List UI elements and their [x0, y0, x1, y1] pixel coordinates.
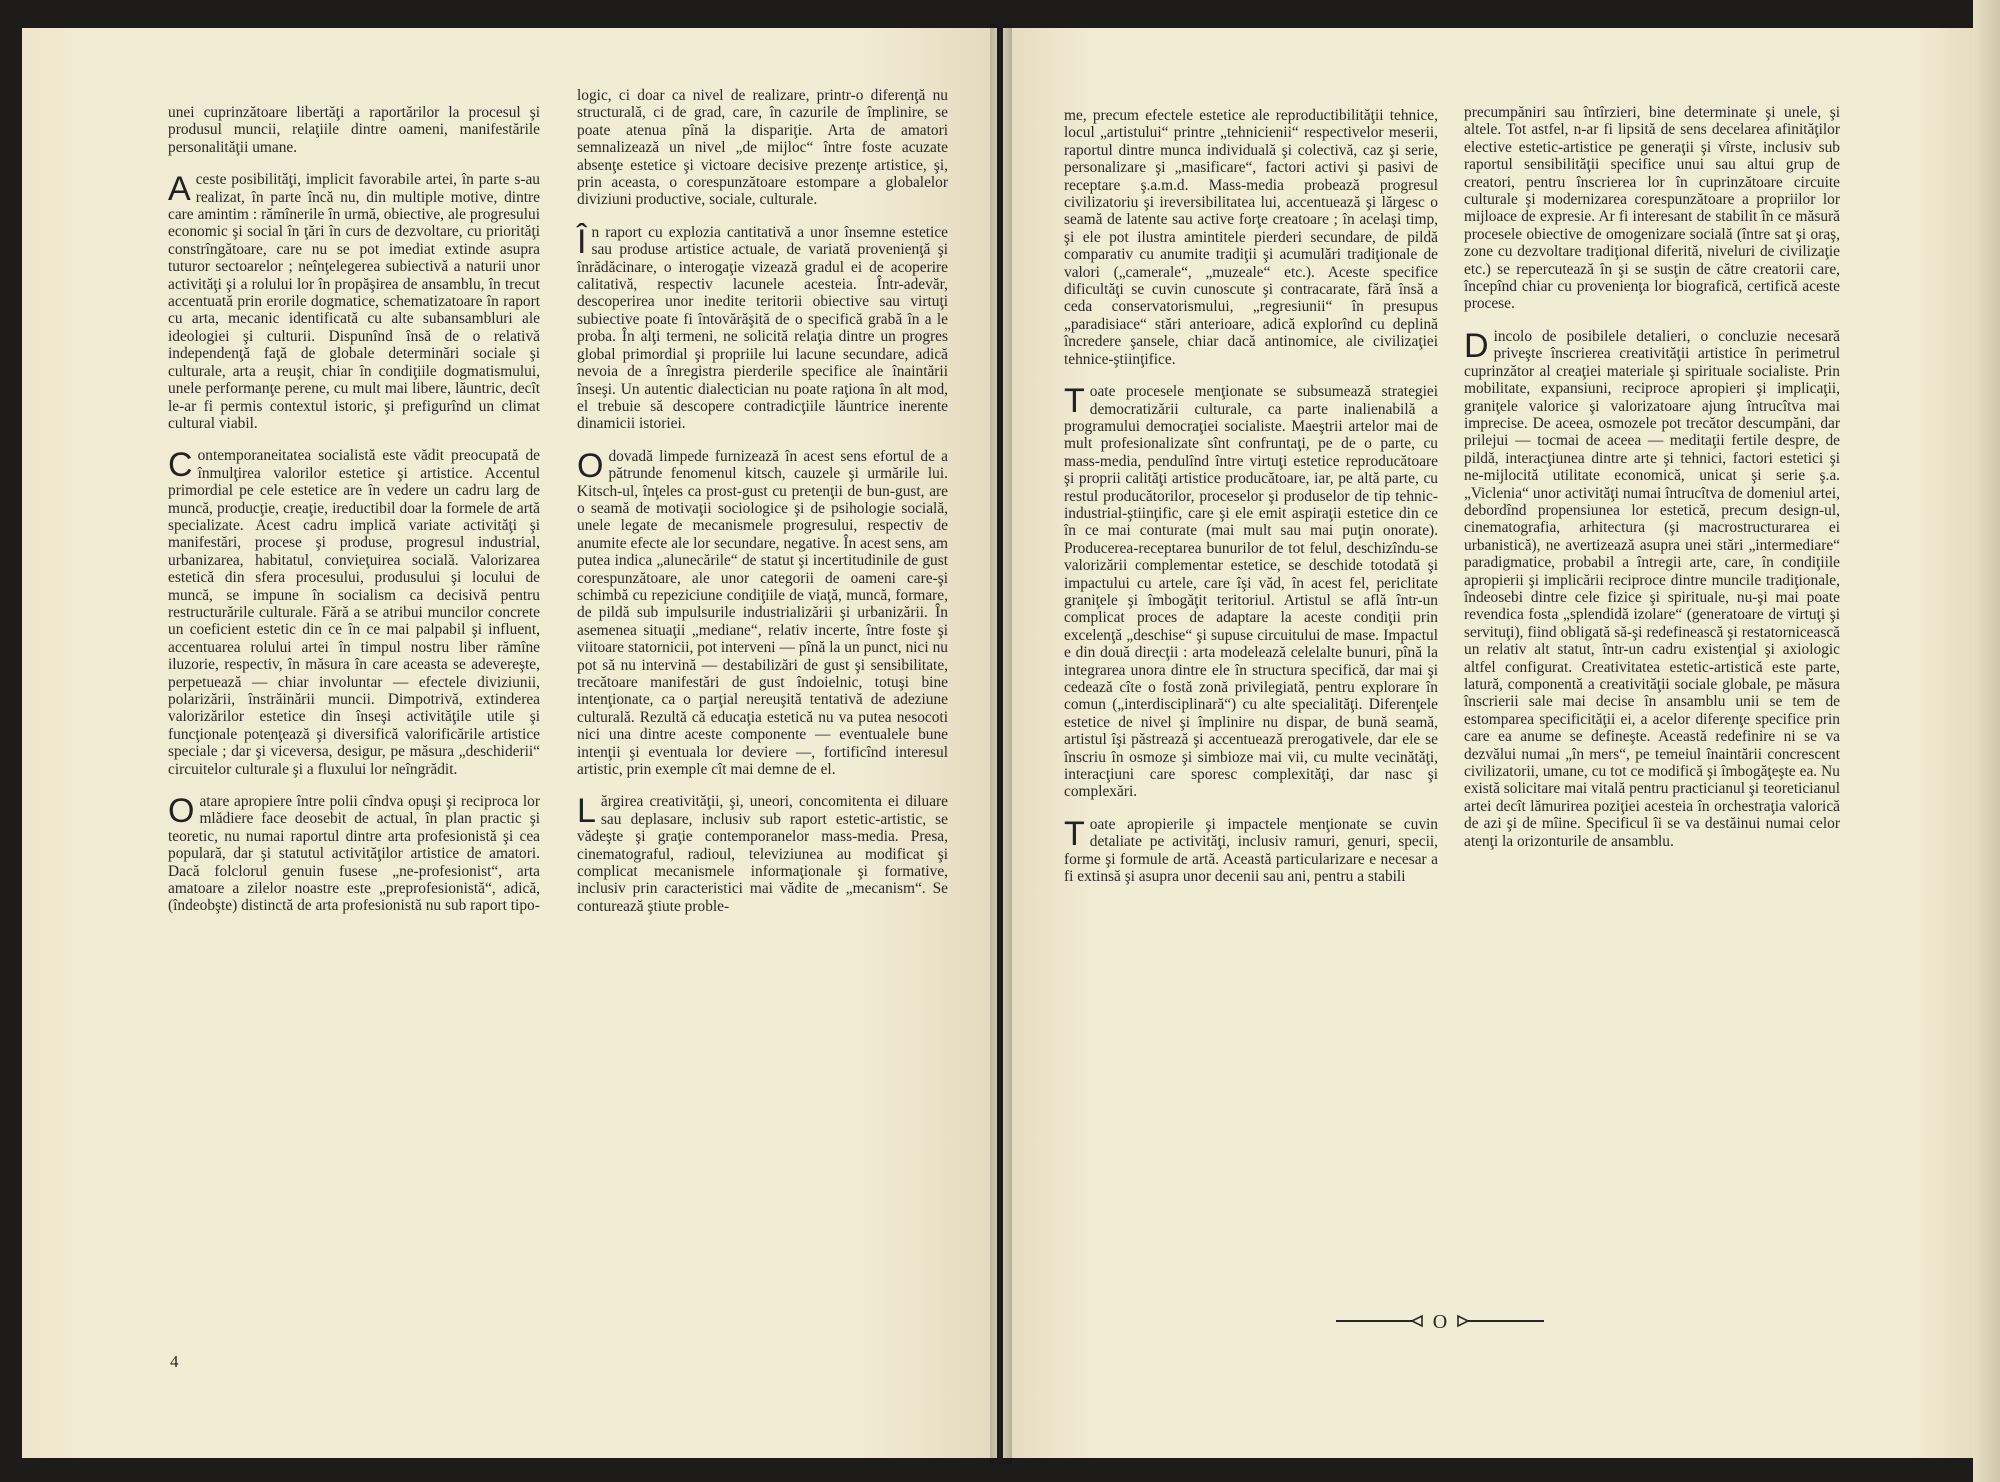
paragraph — [168, 793, 540, 915]
ornament-letter: O — [1432, 1311, 1448, 1333]
page-number: 4 — [170, 1352, 179, 1371]
paragraph-text: atare apropiere între polii cîndva opuşi şi reciproca lor mlădiere face deosebit de actual, în plan practic şi teoretic, nu numai raportul dintre arta profesionistă şi cea populară, dar şi statutul activităţilor artistice de amatori. Dacă folclorul genuin fusese „ne-profesionist“, arta amatoare a zilelor noastre este „preprofesionistă“, adică, (îndeobşte) distinctă de arta profesionistă nu sub raport tipo- — [168, 793, 540, 915]
paragraph — [168, 104, 540, 156]
drop-cap: O — [168, 792, 195, 831]
drop-cap: L — [577, 792, 596, 831]
book-spine — [990, 24, 1012, 1464]
drop-cap: T — [1064, 382, 1085, 421]
drop-cap: O — [577, 446, 604, 485]
paragraph-text: me, precum efectele estetice ale reproductibilităţii tehnice, locul „artistului“ printre „tehnicienii“ respectivelor meserii, raportul dintre munca individuală şi colectivă, caz şi serie, personalizare şi „masificare“, factori activi şi pasivi de receptare ş.a.m.d. Mass-media probează progresul civilizatoriu şi ireversibilitatea lui, accentuează şi lărgesc o seamă de latente sau active forţe creatoare ; în acelaşi timp, şi ele pot ilustra amintitele pierderi secundare, de pildă comparativ cu anumite tradiţii şi acumulări tradiţionale de valori („camerale“, „muzeale“ etc.). Aceste specifice dificultăţi se cuvin cunoscute şi contracarate, fără însă a ceda conservatorismului, „regresiunii“ în presupus „paradisiace“ stări anterioare, adică explorînd cu deplină încredere şansele, chiar dacă antinomice, ale civilizaţiei tehnice-ştiinţifice. — [1064, 107, 1438, 368]
paragraph — [1064, 107, 1438, 368]
drop-cap: D — [1464, 326, 1489, 365]
drop-cap: T — [1064, 814, 1085, 853]
paragraph — [168, 171, 540, 432]
paragraph-text: ceste posibilităţi, implicit favorabile artei, în parte s-au realizat, în parte încă nu, din multiple motive, dintre care amintim : rămînerile în urmă, obiective, ale progresului economic şi social în ţări în curs de dezvoltare, cu priorităţi constrîngătoare, care nu se pot imediat extinde asupra tuturor sectoarelor ; neînţelegerea subiectivă a naturii unor activităţi şi a rolului lor în propăşirea de ansamblu, în trecut accentuată prin erorile dogmatice, schematizatoare în raport cu arta, mecanic identificată cu alte subansambluri ale ideologiei şi culturii. Dispunînd însă de o relativă independenţă faţă de globale determinări sociale şi culturale, arta a reuşit, chiar în condiţiile dogmatismului, unele performanţe perene, cu mult mai libere, lăuntric, decît le-ar fi permis contextul istoric, şi prefigurînd un climat cultural viabil. — [168, 171, 540, 432]
book-edge — [1973, 0, 2000, 1482]
left-column-2 — [577, 87, 948, 930]
end-ornament — [1334, 1308, 1546, 1334]
left-column-1 — [168, 104, 540, 930]
paragraph-text: ontemporaneitatea socialistă este vădit preocupată de înmulţirea valorilor estetice şi artistice. Accentul primordial pe cele estetice are în vedere un cadru larg de muncă, producţie, creaţie, ireductibil doar la formele de artă specializate. Acest cadru implică variate activităţi şi manifestări, procese şi produse, progresul industrial, urbanizarea, habitatul, convieţuirea socială. Valorizarea estetică din sfera procesului, produsului şi locului de muncă, se impune în socialism ca decisivă pentru restructurările culturale. Fără a se atribui muncilor concrete un coeficient estetic din ce în ce mai palpabil şi influent, accentuarea rolului artei în timpul nostru liber rămîne iluzorie, respectiv, în măsura în care aceasta se adevereşte, perpetuează — chiar involuntar — efectele diviziunii, polarizării, înstrăinării muncii. Dimpotrivă, extinderea valorizărilor estetice din înseşi activităţile utile şi funcţionale potenţează şi diversifică valorificările artistice speciale ; dar şi viceversa, desigur, pe măsura „deschiderii“ circuitelor culturale şi a fluxului lor neîngrădit. — [168, 447, 540, 778]
paragraph-text: logic, ci doar ca nivel de realizare, printr-o diferenţă nu structurală, ci de grad, care, în cazurile de împlinire, se poate atenua pînă la dispariţie. Arta de amatori semnalizează un nivel „de mijloc“ între foste acuzate absenţe estetice şi victoare decisive prezenţe artistice, şi, prin aceasta, o corespunzătoare estompare a globalelor diviziuni productive, sociale, culturale. — [577, 87, 948, 209]
right-column-1 — [1064, 107, 1438, 900]
paragraph-text: oate apropierile şi impactele menţionate se cuvin detaliate pe activităţi, inclusiv ramuri, genuri, specii, forme şi formule de artă. Această particularizare e necesar a fi extinsă şi asupra unor decenii sau ani, pentru a stabili — [1064, 815, 1438, 886]
right-column-2 — [1464, 104, 1840, 865]
drop-cap: C — [168, 446, 193, 485]
paragraph — [1464, 104, 1840, 313]
paragraph — [577, 224, 948, 433]
paragraph — [168, 447, 540, 778]
drop-cap: Î — [577, 222, 587, 261]
paragraph — [1064, 383, 1438, 801]
drop-cap: A — [168, 170, 191, 209]
paragraph-text: precumpăniri sau întîrzieri, bine determinate şi unele, şi altele. Tot astfel, n-ar fi lipsită de sens decelarea afinităţilor electivе estetic-artistice pe generaţii şi vîrste, inclusiv sub raportul sensibilităţii specifice unui sau altui grup de creatori, pentru înscrierea lor în cuprinzătoare circuite culturale şi modernizarea corespunzătoare a propriilor lor mijloace de expresie. Ar fi interesant de stabilit în ce măsură procesele obiective de omogenizare socială (între sat şi oraş, zone cu dezvoltare tradiţional diferită, niveluri de civilizaţie etc.) se repercutează în şi se susţin de către creatorii care, începînd chiar cu provenienţa lor biografică, certifică aceste procese. — [1464, 104, 1840, 313]
paragraph-text: ărgirea creativităţii, şi, uneori, concomitenta ei diluare sau deplasare, inclusiv sub raport estetic-artistic, se vădeşte şi graţie contemporanelor mass-media. Presa, cinematograful, radioul, televiziunea au modificat şi complicat mecanismele informaţionale şi formative, inclusiv prin caracteristici mai vădite de „mecanism“. Se conturează ştiute proble- — [577, 793, 948, 915]
paragraph-text: unei cuprinzătoare libertăţi a raportărilor la procesul şi produsul muncii, relaţiile dintre oameni, manifestările personalităţii umane. — [168, 104, 540, 156]
paragraph — [1464, 328, 1840, 850]
paragraph-text: n raport cu explozia cantitativă a unor însemne estetice sau produse artistice actuale, de variată provenienţă şi înrădăcinare, o interogaţie vizează gradul ei de acoperire calitativă, respectiv lacunele acesteia. Într-adevăr, descoperirea unor inedite teritorii obiective sau virtuţi subiective poate fi întovărăşită de o specifică grabă în a le proba. În alţi termeni, ne solicită relaţia dintre un progres global primordial şi propriile lui lacune secundare, adică nevoia de a înregistra pierderile specifice ale înaintării înseşi. Un autentic dialectician nu poate raţiona în alt mod, el trebuie să descopere contradicţiile lăuntrice inerente dinamicii istoriei. — [577, 223, 948, 433]
paragraph-text: incolo de posibilele detalieri, o concluzie necesară priveşte înscrierea creativităţii artistice în perimetrul cuprinzător al creaţiei materiale şi spirituale socialiste. Prin mobilitate, expansiuni, reciproce apropieri şi implicaţii, graniţele valorice şi valorizatoare ajung întrucîtva mai imprecise. De aceea, osmozele pot trecător descumpăni, dar prilejui — tocmai de aceea — meditaţii fertile despre, de pildă, interacţiunea dintre arte şi tehnici, factori estetici şi ne-mijlocită utilitate economică, unicat şi serie ş.a. „Vicleniа“ unor activităţi numai întrucîtva de domeniul artei, debordînd propensiunea lor estetică, precum design-ul, cinematografia, arhitectura (şi macrostructurarea ei urbanistică), ne avertizează asupra unei stări „intermediare“ paradigmatice, probabil a întregii arte, care, în condiţiile apropierii şi implicării reciproce dintre muncile tradiţionale, îndeosebi dintre cele fizice şi spirituale, nu-şi mai poate revendica fosta „splendidă izolare“ (generatoare de virtuţi şi servituţi), fiind obligată să-şi redefinească şi restatornicească un relativ alt statut, într-un cadru existenţial şi axiologic altfel configurat. Creativitatea estetic-artistică este parte, latură, componentă a creativităţii sociale globale, pe măsura înscrierii sale mai decise în ansamblu unii se tem de estomparea specificităţii ei, a acelor diferenţe specifice prin care ea anume se defineşte. Această redefinire ni se va dezvălui numai „în mers“, pe temeiul înaintării concrescent civilizatorii, umane, cu tot ce modifică şi îmbogăţeşte ea. Nu există solicitare mai vitală pentru practicianul şi teoreticianul artei decît lămurirea poziţiei acesteia în orchestraţia valorică de azi şi de mîine. Specificul îi se va destăinui numai celor atenţi la orizonturile de ansamblu. — [1464, 327, 1840, 850]
paragraph-text: dovadă limpede furnizează în acest sens efortul de a pătrunde fenomenul kitsch, cauzele şi urmările lui. Kitsch-ul, înţeles ca prost-gust cu pretenţii de bun-gust, are o seamă de motivaţii sociologice şi de psihologie socială, unele legate de mecanismele progresului, respectiv de anumite efecte ale lor secundare, negative. În acest sens, am putea indica „alunecările“ de statut şi incertitudinile de gust corespunzătoare, ale unor categorii de oameni care-şi schimbă cu repeziciune condiţiile de viaţă, muncă, formare, de pildă sub impulsurile industrializării şi urbanizării. În asemenea situaţii „mediane“, relativ incerte, între foste şi viitoare statornicii, pot interveni — pînă la un punct, nici nu pot să nu intervină — destabilizări de gust şi sensibilitate, trecătoare manifestări de gust îndoielnic, totuşi bine intenţionate, ca o parţial nereuşită tentativă de adeziune culturală. Rezultă că educaţia estetică nu va putea nesocoti nici una dintre aceste componente — eventualele bune intenţii şi eventuala lor deviere —, fortificînd interesul artistic, prin exemple cît mai demne de el. — [577, 447, 948, 779]
paragraph-text: oate procesele menţionate se subsumează strategiei democratizării culturale, ca parte inalienabilă a programului democraţiei socialiste. Maeştrii artelor mai de mult profesionalizate sînt confruntaţi, pe de o parte, cu mass-media, pendulînd între virtuţi estetice reproducătoare şi proprii calităţi artistice producătoare, iar, pe altă parte, cu restul producătorilor, proceselor şi produselor de tip tehnic-industrial-ştiinţific, care şi ele emit aspiraţii estetice din ce în ce mai conturate (mai mult sau mai puţin onorate). Producerea-receptarea bunurilor de tot felul, deschizîndu-se valorizării complementar estetice, se deschide totodată şi impactului cu artele, care îşi văd, în acest fel, periclitate graniţele şi îmbogăţit teritoriul. Artistul se află într-un complicat proces de adaptare la aceste condiţii prin excelenţă „deschise“ şi supuse circuitului de mase. Impactul e din două direcţii : arta modelează celelalte bunuri, pînă la integrarea unora dintre ele în structura specifică, dar mai şi cedează cîte o fostă zonă privilegiată, pentru explorare în comun („interdisciplinară“) cu alte specialităţi. Diferenţele estetice de nivel şi împlinire nu dispar, de bună seamă, artistul îşi păstrează şi accentuează prerogativele, dar ele se înscriu în osmoze şi simbioze mai vii, cu multe vecinătăţi, interacţiuni care sporesc complexităţi, dar nasc şi complexări. — [1064, 383, 1438, 801]
paragraph — [577, 793, 948, 915]
paragraph — [577, 448, 948, 779]
paragraph — [1064, 816, 1438, 886]
paragraph — [577, 87, 948, 209]
